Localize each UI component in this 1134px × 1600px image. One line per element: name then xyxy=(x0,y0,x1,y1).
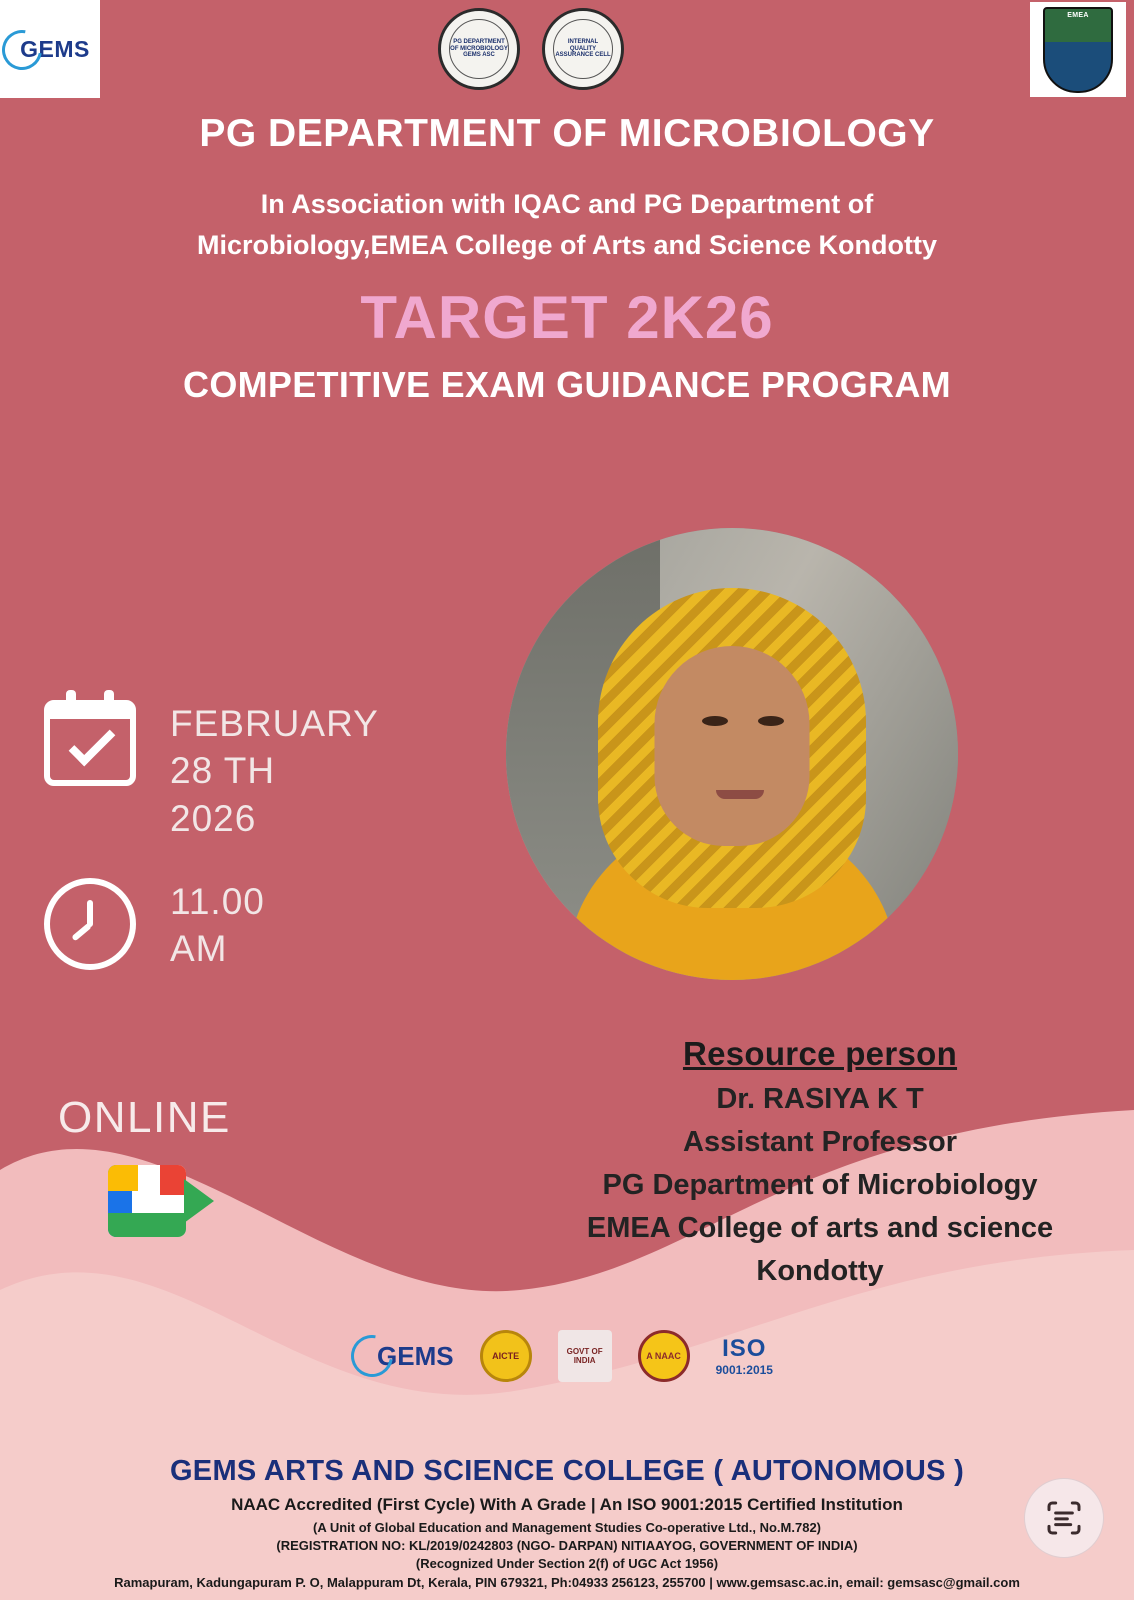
emea-crest-text: EMEA xyxy=(1067,11,1089,19)
clock-hand-minute xyxy=(71,923,92,942)
gems-accreditation-logo: GEMS xyxy=(361,1341,454,1372)
calendar-icon xyxy=(44,700,136,786)
mode-label: ONLINE xyxy=(58,1092,231,1142)
check-mark-icon xyxy=(69,720,116,767)
footer-block xyxy=(0,1455,1134,1590)
resource-person-block xyxy=(540,1035,1100,1288)
footer-unit: (A Unit of Global Education and Management Studies Co-operative Ltd., No.M.782) xyxy=(313,1520,821,1535)
resource-person-designation: Assistant Professor xyxy=(683,1126,957,1158)
meet-body xyxy=(108,1165,186,1237)
association-text xyxy=(0,184,1134,265)
photo-mouth xyxy=(716,790,764,799)
date-text xyxy=(170,700,379,842)
resource-person-name: Dr. RASIYA K T xyxy=(716,1083,924,1115)
footer-accreditation: NAAC Accredited (First Cycle) With A Grade | An ISO 9001:2015 Certified Institution xyxy=(231,1495,903,1514)
naac-logo-icon: A NAAC xyxy=(638,1330,690,1382)
google-meet-icon xyxy=(108,1165,214,1237)
aicte-logo-icon: AICTE xyxy=(480,1330,532,1382)
footer-address: Ramapuram, Kadungapuram P. O, Malappuram Dt, Kerala, PIN 679321, Ph:04933 256123, 255700 | www.gemsasc.ac.in, email: gemsasc@gmail.com xyxy=(114,1575,1020,1590)
date-line-3: 2026 xyxy=(170,797,257,839)
photo-eye-right xyxy=(758,716,784,726)
scan-icon xyxy=(1044,1498,1084,1538)
date-line-1: FEBRUARY xyxy=(170,703,379,744)
footer-recognition: (Recognized Under Section 2(f) of UGC Act 1956) xyxy=(415,1556,719,1571)
footer-college-name: GEMS ARTS AND SCIENCE COLLEGE ( AUTONOMOUS ) xyxy=(169,1455,965,1487)
scan-text-button[interactable] xyxy=(1024,1478,1104,1558)
emea-crest-logo xyxy=(1030,2,1126,97)
iqac-seal-icon xyxy=(542,8,624,90)
microbiology-seal-text: PG DEPARTMENT OF MICROBIOLOGY GEMS ASC xyxy=(449,19,509,79)
logo-strip xyxy=(0,0,1134,100)
meet-lens xyxy=(184,1179,214,1223)
time-row xyxy=(44,878,379,973)
clock-icon xyxy=(44,878,136,970)
resource-person-place: Kondotty xyxy=(756,1255,884,1287)
time-text xyxy=(170,878,265,973)
iso-logo-icon xyxy=(716,1335,773,1377)
association-line-1: In Association with IQAC and PG Department of xyxy=(260,189,874,219)
resource-person-department: PG Department of Microbiology xyxy=(602,1169,1038,1201)
resource-person-college: EMEA College of arts and science xyxy=(586,1212,1054,1244)
photo-eye-left xyxy=(702,716,728,726)
gems-logo-text: GEMS xyxy=(10,36,90,63)
meet-green-bar xyxy=(108,1213,186,1237)
gems-logo xyxy=(0,0,100,98)
heading-block xyxy=(0,112,1134,406)
iso-label: ISO xyxy=(722,1335,767,1362)
date-line-2: 28 TH xyxy=(170,750,276,792)
emea-crest-icon xyxy=(1043,7,1113,93)
footer-registration: (REGISTRATION NO: KL/2019/0242803 (NGO- DARPAN) NITIAAYOG, GOVERNMENT OF INDIA) xyxy=(276,1538,858,1553)
resource-person-heading: Resource person xyxy=(682,1035,958,1072)
resource-person-photo xyxy=(506,528,958,980)
event-subtitle: COMPETITIVE EXAM GUIDANCE PROGRAM xyxy=(183,364,951,405)
calendar-header-bar xyxy=(50,706,130,719)
meet-red-bar xyxy=(160,1165,186,1195)
meet-yellow-bar xyxy=(108,1165,138,1191)
time-line-2: AM xyxy=(170,928,228,970)
photo-face xyxy=(655,646,810,846)
department-title: PG DEPARTMENT OF MICROBIOLOGY xyxy=(199,112,935,155)
event-title: TARGET 2K26 xyxy=(360,284,774,351)
date-row xyxy=(44,700,379,842)
iso-standard: 9001:2015 xyxy=(715,1363,773,1377)
time-line-1: 11.00 xyxy=(170,881,265,923)
government-emblem-icon: GOVT OF INDIA xyxy=(558,1330,612,1382)
iqac-seal-text: INTERNAL QUALITY ASSURANCE CELL xyxy=(553,19,613,79)
microbiology-seal-icon xyxy=(438,8,520,90)
event-details xyxy=(44,700,379,1237)
association-line-2: Microbiology,EMEA College of Arts and Science Kondotty xyxy=(196,229,938,260)
accreditation-logos xyxy=(0,1330,1134,1382)
